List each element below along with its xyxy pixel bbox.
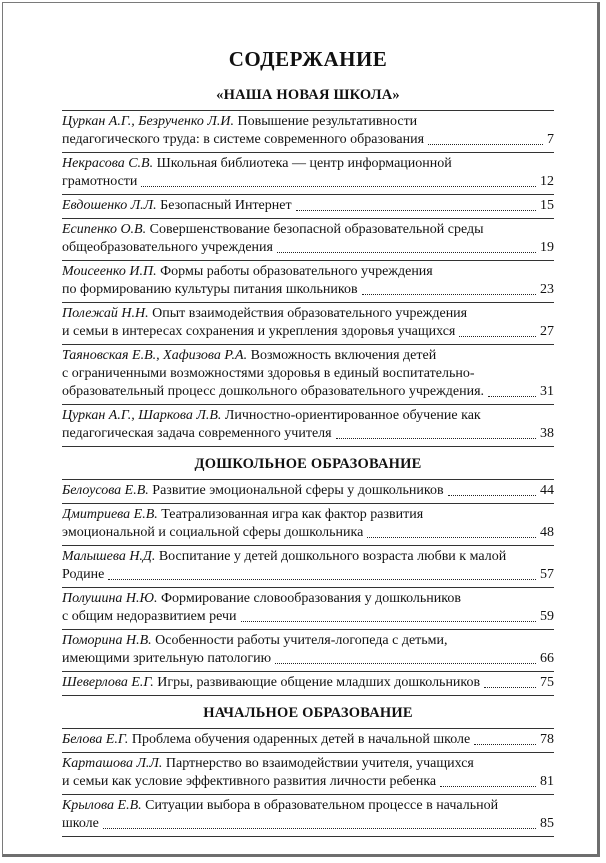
entry-line bbox=[62, 365, 554, 383]
entry-line bbox=[62, 590, 554, 608]
leader-dots bbox=[296, 210, 536, 211]
leader-dots bbox=[108, 579, 536, 580]
entry-line bbox=[62, 113, 554, 131]
leader-dots bbox=[103, 828, 536, 829]
toc-entry[interactable] bbox=[62, 795, 554, 837]
entry-line bbox=[62, 773, 554, 791]
entry-text bbox=[62, 755, 474, 773]
entry-text bbox=[62, 305, 467, 323]
entry-line bbox=[62, 347, 554, 365]
page-number: 19 bbox=[540, 240, 554, 255]
leader-dots bbox=[459, 336, 536, 337]
entry-line bbox=[62, 221, 554, 239]
entry-author: Таяновская Е.В., Хафизова Р.А. bbox=[62, 348, 248, 363]
entry-title: Опыт взаимодействия образовательного учреждения bbox=[152, 306, 468, 321]
page-number: 15 bbox=[540, 198, 554, 213]
entry-text bbox=[62, 590, 461, 608]
entry-title: Ситуации выбора в образовательном процессе в начальной bbox=[145, 798, 499, 813]
entry-text bbox=[62, 113, 417, 131]
leader-dots bbox=[448, 495, 536, 496]
toc-entry[interactable] bbox=[62, 195, 554, 219]
entry-title: Проблема обучения одаренных детей в начальной школе bbox=[131, 732, 471, 747]
entry-line bbox=[62, 608, 554, 626]
entry-author: Белоусова Е.В. bbox=[62, 483, 149, 498]
section-heading: ДОШКОЛЬНОЕ ОБРАЗОВАНИЕ bbox=[194, 456, 422, 472]
entry-author: Цуркан А.Г., Шаркова Л.В. bbox=[62, 408, 222, 423]
entry-title: по формированию культуры питания школьников bbox=[62, 282, 358, 297]
entry-author: Малышева Н.Д. bbox=[62, 549, 156, 564]
page-number: 66 bbox=[540, 651, 554, 666]
entry-title: имеющими зрительную патологию bbox=[62, 651, 272, 666]
entry-author: Полежай Н.Н. bbox=[62, 306, 149, 321]
entry-text bbox=[62, 815, 99, 833]
leader-dots bbox=[367, 537, 536, 538]
leader-dots bbox=[440, 786, 536, 787]
entry-title: с ограниченными возможностями здоровья в единый воспитательно- bbox=[62, 366, 475, 381]
entry-line bbox=[62, 173, 554, 191]
entry-title: педагогическая задача современного учителя bbox=[62, 426, 332, 441]
entry-line bbox=[62, 566, 554, 584]
entry-title: Личностно-ориентированное обучение как bbox=[224, 408, 481, 423]
toc-entry[interactable] bbox=[62, 588, 554, 630]
leader-dots bbox=[277, 252, 536, 253]
entry-title: Формирование словообразования у дошкольников bbox=[160, 591, 461, 606]
entry-title: и семьи как условие эффективного развития личности ребенка bbox=[62, 774, 437, 789]
entry-text bbox=[62, 323, 455, 341]
entry-title: с общим недоразвитием речи bbox=[62, 609, 237, 624]
entry-text bbox=[62, 425, 332, 443]
entry-list bbox=[62, 728, 554, 837]
entry-title: общеобразовательного учреждения bbox=[62, 240, 273, 255]
entry-text bbox=[62, 239, 273, 257]
entry-author: Есипенко О.В. bbox=[62, 222, 147, 237]
entry-title: образовательный процесс дошкольного образовательного учреждения. bbox=[62, 384, 485, 399]
page-number: 23 bbox=[540, 282, 554, 297]
entry-line bbox=[62, 323, 554, 341]
leader-dots bbox=[141, 186, 536, 187]
entry-line bbox=[62, 197, 554, 215]
entry-author: Дмитриева Е.В. bbox=[62, 507, 158, 522]
entry-text bbox=[62, 155, 452, 173]
leader-dots bbox=[336, 438, 536, 439]
entry-line bbox=[62, 305, 554, 323]
entry-line bbox=[62, 155, 554, 173]
entry-title: педагогического труда: в системе современного образования bbox=[62, 132, 425, 147]
leader-dots bbox=[428, 144, 543, 145]
entry-line bbox=[62, 815, 554, 833]
page-number: 81 bbox=[540, 774, 554, 789]
entry-author: Моисеенко И.П. bbox=[62, 264, 157, 279]
entry-title: Безопасный Интернет bbox=[160, 198, 292, 213]
leader-dots bbox=[488, 396, 536, 397]
leader-dots bbox=[484, 687, 536, 688]
entry-text bbox=[62, 173, 137, 191]
entry-text bbox=[62, 347, 436, 365]
entry-line bbox=[62, 731, 554, 749]
entry-text bbox=[62, 773, 436, 791]
entry-line bbox=[62, 548, 554, 566]
entry-text bbox=[62, 407, 481, 425]
entry-author: Полушина Н.Ю. bbox=[62, 591, 158, 606]
entry-line bbox=[62, 407, 554, 425]
entry-title: Воспитание у детей дошкольного возраста любви к малой bbox=[158, 549, 507, 564]
toc-entry[interactable] bbox=[62, 504, 554, 546]
page-number: 57 bbox=[540, 567, 554, 582]
entry-line bbox=[62, 755, 554, 773]
entry-author: Шеверлова Е.Г. bbox=[62, 675, 154, 690]
entry-text bbox=[62, 632, 448, 650]
page-number: 27 bbox=[540, 324, 554, 339]
toc-entry[interactable] bbox=[62, 111, 554, 153]
toc-section bbox=[62, 87, 554, 447]
page-number: 75 bbox=[540, 675, 554, 690]
page-number: 78 bbox=[540, 732, 554, 747]
entry-title: Игры, развивающие общение младших дошкольников bbox=[157, 675, 481, 690]
entry-line bbox=[62, 263, 554, 281]
entry-author: Некрасова С.В. bbox=[62, 156, 154, 171]
page-number: 31 bbox=[540, 384, 554, 399]
toc-sections bbox=[62, 87, 554, 837]
toc-entry[interactable] bbox=[62, 546, 554, 588]
entry-title: и семьи в интересах сохранения и укрепления здоровья учащихся bbox=[62, 324, 456, 339]
entry-line bbox=[62, 506, 554, 524]
entry-line bbox=[62, 797, 554, 815]
page-number: 85 bbox=[540, 816, 554, 831]
entry-text bbox=[62, 650, 271, 668]
section-heading: «НАША НОВАЯ ШКОЛА» bbox=[216, 87, 400, 103]
entry-title: грамотности bbox=[62, 174, 138, 189]
entry-text bbox=[62, 221, 484, 239]
page-number: 44 bbox=[540, 483, 554, 498]
entry-title: Партнерство во взаимодействии учителя, учащихся bbox=[165, 756, 474, 771]
leader-dots bbox=[241, 621, 536, 622]
entry-text bbox=[62, 281, 358, 299]
entry-title: школе bbox=[62, 816, 99, 831]
toc-entry[interactable] bbox=[62, 753, 554, 795]
entry-line bbox=[62, 482, 554, 500]
entry-line bbox=[62, 674, 554, 692]
entry-text bbox=[62, 674, 480, 692]
page-number: 38 bbox=[540, 426, 554, 441]
entry-title: Родине bbox=[62, 567, 105, 582]
page-number: 48 bbox=[540, 525, 554, 540]
entry-list bbox=[62, 479, 554, 696]
entry-line bbox=[62, 524, 554, 542]
entry-title: Развитие эмоциональной сферы у дошкольников bbox=[152, 483, 444, 498]
entry-text bbox=[62, 506, 423, 524]
entry-text bbox=[62, 566, 104, 584]
toc-section bbox=[62, 705, 554, 837]
page-number: 7 bbox=[547, 132, 554, 147]
entry-line bbox=[62, 239, 554, 257]
entry-title: Возможность включения детей bbox=[250, 348, 437, 363]
toc-entry[interactable] bbox=[62, 630, 554, 672]
page-number: 12 bbox=[540, 174, 554, 189]
entry-line bbox=[62, 425, 554, 443]
entry-line bbox=[62, 383, 554, 401]
toc-entry[interactable] bbox=[62, 219, 554, 261]
entry-author: Евдошенко Л.Л. bbox=[62, 198, 157, 213]
entry-author: Цуркан А.Г., Безрученко Л.И. bbox=[62, 114, 234, 129]
entry-text bbox=[62, 263, 433, 281]
toc-entry[interactable] bbox=[62, 729, 554, 753]
section-heading: НАЧАЛЬНОЕ ОБРАЗОВАНИЕ bbox=[203, 705, 413, 721]
entry-author: Белова Е.Г. bbox=[62, 732, 129, 747]
entry-line bbox=[62, 650, 554, 668]
entry-text bbox=[62, 197, 292, 215]
leader-dots bbox=[474, 744, 536, 745]
entry-text bbox=[62, 608, 237, 626]
toc-entry[interactable] bbox=[62, 405, 554, 447]
page-title: СОДЕРЖАНИЕ bbox=[228, 47, 388, 71]
entry-author: Крылова Е.В. bbox=[62, 798, 142, 813]
entry-title: эмоциональной и социальной сферы дошкольника bbox=[62, 525, 364, 540]
entry-text bbox=[62, 365, 475, 383]
toc-section bbox=[62, 456, 554, 696]
entry-line bbox=[62, 632, 554, 650]
entry-author: Карташова Л.Л. bbox=[62, 756, 163, 771]
entry-text bbox=[62, 548, 506, 566]
entry-list bbox=[62, 110, 554, 447]
entry-text bbox=[62, 383, 484, 401]
entry-title: Повышение результативности bbox=[237, 114, 418, 129]
entry-text bbox=[62, 524, 363, 542]
entry-line bbox=[62, 281, 554, 299]
toc-entry[interactable] bbox=[62, 672, 554, 696]
entry-line bbox=[62, 131, 554, 149]
entry-text bbox=[62, 731, 470, 749]
contents-page bbox=[62, 47, 554, 846]
entry-title: Школьная библиотека — центр информационной bbox=[156, 156, 452, 171]
entry-text bbox=[62, 797, 498, 815]
toc-entry[interactable] bbox=[62, 345, 554, 405]
entry-title: Особенности работы учителя-логопеда с детьми, bbox=[155, 633, 448, 648]
entry-title: Формы работы образовательного учреждения bbox=[160, 264, 433, 279]
entry-text bbox=[62, 131, 424, 149]
toc-entry[interactable] bbox=[62, 303, 554, 345]
entry-title: Совершенствование безопасной образовательной среды bbox=[149, 222, 484, 237]
toc-entry[interactable] bbox=[62, 153, 554, 195]
page-number: 59 bbox=[540, 609, 554, 624]
leader-dots bbox=[362, 294, 536, 295]
entry-text bbox=[62, 482, 444, 500]
toc-entry[interactable] bbox=[62, 261, 554, 303]
toc-entry[interactable] bbox=[62, 480, 554, 504]
entry-author: Поморина Н.В. bbox=[62, 633, 152, 648]
leader-dots bbox=[275, 663, 536, 664]
entry-title: Театрализованная игра как фактор развития bbox=[161, 507, 424, 522]
